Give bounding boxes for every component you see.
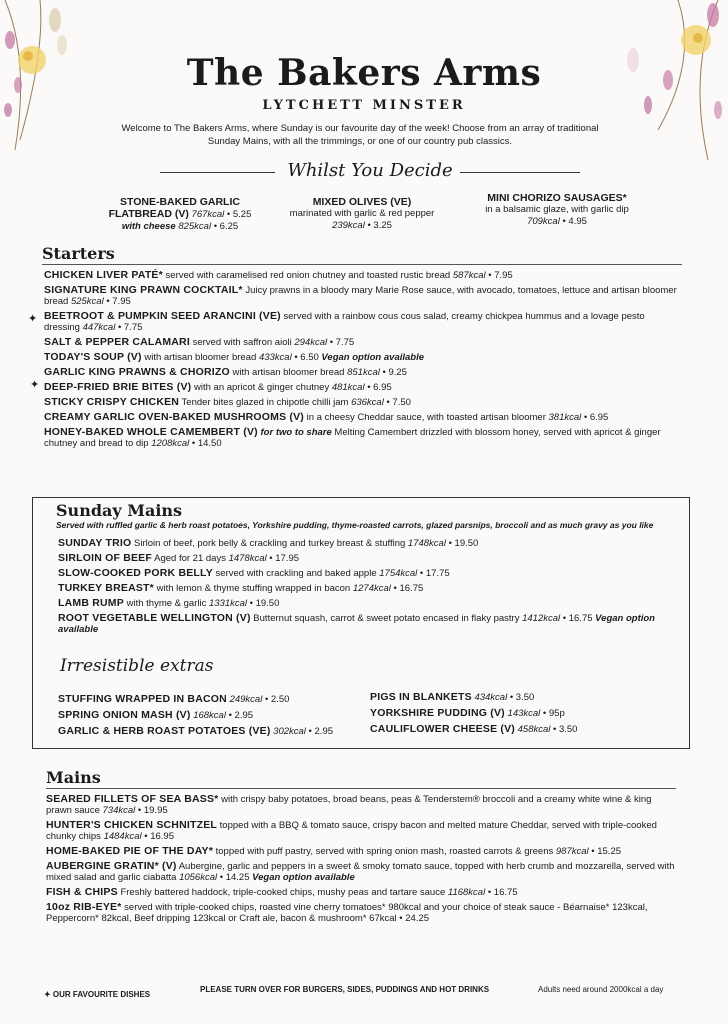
item-kcal: 734kcal bbox=[102, 805, 136, 816]
menu-item bbox=[44, 270, 680, 281]
item-name: GARLIC & HERB ROAST POTATOES (VE) bbox=[58, 725, 271, 737]
menu-item bbox=[46, 794, 676, 816]
item-kcal: 168kcal bbox=[193, 710, 226, 721]
extra-item bbox=[370, 708, 680, 719]
divider bbox=[42, 264, 682, 265]
menu-item bbox=[46, 887, 676, 898]
menu-item bbox=[44, 285, 680, 307]
item-kcal: 1748kcal bbox=[407, 538, 446, 549]
item-name: CREAMY GARLIC OVEN-BAKED MUSHROOMS (V) bbox=[44, 411, 304, 423]
vegan-note: Vegan option available bbox=[252, 872, 355, 883]
item-desc: Tender bites glazed in chipotle chilli jam bbox=[179, 397, 352, 408]
item-name: LAMB RUMP bbox=[58, 597, 124, 609]
item-name: HONEY-BAKED WHOLE CAMEMBERT (V) bbox=[44, 426, 258, 438]
whilst-item bbox=[462, 192, 652, 228]
item-price: • 7.95 bbox=[103, 296, 131, 307]
item-price: • 4.95 bbox=[559, 216, 587, 227]
item-price: • 16.75 bbox=[560, 613, 596, 624]
menu-item bbox=[58, 598, 678, 609]
item-kcal: 434kcal bbox=[474, 692, 508, 703]
item-desc: Aged for 21 days bbox=[152, 553, 229, 564]
menu-item bbox=[44, 311, 680, 333]
item-name: HOME-BAKED PIE OF THE DAY* bbox=[46, 845, 213, 857]
item-name: STUFFING WRAPPED IN BACON bbox=[58, 693, 227, 705]
item-desc: with thyme & garlic bbox=[123, 598, 209, 609]
item-kcal: 1331kcal bbox=[208, 598, 247, 609]
item-price: • 7.75 bbox=[327, 337, 355, 348]
item-price: • 2.50 bbox=[262, 694, 290, 705]
item-price: • 19.95 bbox=[135, 805, 168, 816]
item-variant: with cheese bbox=[121, 221, 176, 232]
item-kcal: 1478kcal bbox=[228, 553, 267, 564]
item-name: CAULIFLOWER CHEESE (V) bbox=[370, 723, 515, 735]
extras-title: Irresistible extras bbox=[60, 656, 214, 676]
item-desc: with lemon & thyme stuffing wrapped in bacon bbox=[153, 583, 353, 594]
whilst-you-decide-title: Whilst You Decide bbox=[287, 160, 453, 181]
item-kcal: 587kcal bbox=[452, 270, 486, 281]
location-subtitle: LYTCHETT MINSTER bbox=[262, 98, 466, 113]
item-kcal: 1208kcal bbox=[151, 438, 190, 449]
menu-item bbox=[44, 412, 680, 423]
menu-item bbox=[46, 846, 676, 857]
item-name: GARLIC KING PRAWNS & CHORIZO bbox=[44, 366, 230, 378]
item-desc: marinated with garlic & red pepper bbox=[289, 208, 435, 219]
item-kcal: 302kcal bbox=[273, 726, 306, 737]
item-desc: with artisan bloomer bread bbox=[229, 367, 348, 378]
item-desc: served with a rainbow cous cous salad, creamy chickpea hummus and a lovage pesto dressing bbox=[44, 311, 645, 333]
item-price: • 16.75 bbox=[485, 887, 518, 898]
item-kcal: 458kcal bbox=[517, 724, 551, 735]
sunday-mains-heading: Sunday Mains bbox=[56, 501, 183, 520]
item-kcal: 825kcal bbox=[178, 221, 212, 232]
item-name: HUNTER'S CHICKEN SCHNITZEL bbox=[46, 819, 218, 831]
item-kcal: 481kcal bbox=[331, 382, 365, 393]
item-name: YORKSHIRE PUDDING (V) bbox=[370, 707, 505, 719]
item-desc: with crispy baby potatoes, broad beans, peas & Tenderstem® broccoli and a creamy white wine & king prawn sauce bbox=[46, 794, 652, 816]
sunday-mains-subtitle: Served with ruffled garlic & herb roast potatoes, Yorkshire pudding, thyme-roasted carrots, glazed parsnips, broccoli and as much gravy as you like bbox=[56, 520, 654, 530]
item-desc: served with triple-cooked chips, roasted vine cherry tomatoes* 980kcal and your choice of steak sauce - Béarnaise* 123kcal, Peppercorn* 82kcal, Beef dripping 123kcal or Craft ale, bacon & mushroom* 67kcal bbox=[46, 902, 648, 924]
restaurant-title: The Bakers Arms bbox=[186, 52, 542, 94]
item-desc: Freshly battered haddock, triple-cooked chips, mushy peas and tartare sauce bbox=[117, 887, 448, 898]
item-kcal: 851kcal bbox=[347, 367, 380, 378]
item-desc: Aubergine, garlic and peppers in a sweet & smoky tomato sauce, topped with herb crumb and mozzarella, served with mixed salad and garlic ciabatta bbox=[46, 861, 675, 883]
item-price: • 7.50 bbox=[383, 397, 411, 408]
item-desc: with artisan bloomer bread bbox=[141, 352, 259, 363]
menu-item bbox=[44, 367, 680, 378]
menu-item bbox=[44, 397, 680, 408]
item-name: MINI CHORIZO SAUSAGES* bbox=[487, 192, 627, 204]
item-desc: in a balsamic glaze, with garlic dip bbox=[485, 204, 629, 215]
item-desc: served with caramelised red onion chutney and toasted rustic bread bbox=[162, 270, 453, 281]
item-desc: in a cheesy Cheddar sauce, with toasted artisan bloomer bbox=[304, 412, 549, 423]
item-price: • 6.50 bbox=[291, 352, 322, 363]
extras-left-list bbox=[58, 694, 368, 742]
item-desc: topped with puff pastry, served with spring onion mash, roasted carrots & greens bbox=[213, 846, 556, 857]
item-kcal: 1412kcal bbox=[522, 613, 561, 624]
item-name: FLATBREAD (V) bbox=[108, 208, 189, 220]
item-kcal: 767kcal bbox=[191, 209, 225, 220]
item-name: STONE-BAKED GARLIC bbox=[120, 196, 240, 208]
sunday-mains-list bbox=[58, 538, 678, 639]
item-price: • 3.50 bbox=[550, 724, 578, 735]
item-desc: served with saffron aioli bbox=[189, 337, 295, 348]
item-desc: Butternut squash, carrot & sweet potato encased in flaky pastry bbox=[250, 613, 523, 624]
whilst-item bbox=[272, 196, 452, 232]
item-name: FISH & CHIPS bbox=[46, 886, 118, 898]
divider bbox=[460, 172, 580, 173]
favourite-star-icon: ✦ bbox=[30, 379, 40, 391]
extras-right-list bbox=[370, 692, 680, 740]
item-name: SLOW-COOKED PORK BELLY bbox=[58, 567, 213, 579]
item-price: • 95p bbox=[540, 708, 565, 719]
item-name: BEETROOT & PUMPKIN SEED ARANCINI (VE) bbox=[44, 310, 281, 322]
item-kcal: 1274kcal bbox=[352, 583, 391, 594]
item-desc: Juicy prawns in a bloody mary Marie Rose sauce, with avocado, tomatoes, lettuce and artisan bloomer bread bbox=[44, 285, 677, 307]
item-kcal: 447kcal bbox=[82, 322, 116, 333]
item-desc: Sirloin of beef, pork belly & crackling and turkey breast & stuffing bbox=[131, 538, 408, 549]
item-kcal: 1484kcal bbox=[103, 831, 142, 842]
item-price: • 3.25 bbox=[364, 220, 392, 231]
favourite-star-icon: ✦ bbox=[28, 313, 38, 325]
item-kcal: 525kcal bbox=[70, 296, 104, 307]
item-name: SIGNATURE KING PRAWN COCKTAIL* bbox=[44, 284, 243, 296]
welcome-text: Welcome to The Bakers Arms, where Sunday is our favourite day of the week! Choose from an array of traditional Sunday Mains, with all the trimmings, or one of our country pub classics. bbox=[121, 123, 599, 147]
extra-item bbox=[58, 710, 368, 721]
item-price: • 7.75 bbox=[115, 322, 143, 333]
item-name: STICKY CRISPY CHICKEN bbox=[44, 396, 180, 408]
item-price: • 19.50 bbox=[445, 538, 479, 549]
starters-heading: Starters bbox=[42, 244, 115, 263]
menu-item bbox=[44, 352, 680, 363]
item-name: CHICKEN LIVER PATÉ* bbox=[44, 269, 163, 281]
item-price: • 6.95 bbox=[581, 412, 609, 423]
item-kcal: 1754kcal bbox=[379, 568, 418, 579]
item-name: SUNDAY TRIO bbox=[58, 537, 132, 549]
item-desc: Melting Camembert drizzled with blossom honey, served with apricot & ginger chutney and bread to dip bbox=[44, 427, 661, 449]
turn-over-note: PLEASE TURN OVER FOR BURGERS, SIDES, PUDDINGS AND HOT DRINKS bbox=[200, 985, 490, 994]
extra-item bbox=[370, 724, 680, 735]
item-price: • 16.75 bbox=[390, 583, 424, 594]
whilst-you-decide-header bbox=[160, 160, 580, 184]
menu-item bbox=[46, 820, 676, 842]
item-name: TURKEY BREAST* bbox=[58, 582, 154, 594]
item-desc: with an apricot & ginger chutney bbox=[191, 382, 332, 393]
item-kcal: 239kcal bbox=[332, 220, 365, 231]
whilst-item bbox=[85, 196, 275, 233]
item-kcal: 294kcal bbox=[294, 337, 328, 348]
item-name: PIGS IN BLANKETS bbox=[370, 691, 472, 703]
item-price: • 5.25 bbox=[224, 209, 252, 220]
item-price: • 9.25 bbox=[379, 367, 407, 378]
extra-item bbox=[370, 692, 680, 703]
menu-item bbox=[44, 337, 680, 348]
extra-item bbox=[58, 694, 368, 705]
item-kcal: 381kcal bbox=[548, 412, 582, 423]
item-price: • 6.95 bbox=[364, 382, 392, 393]
item-price: • 24.25 bbox=[396, 913, 430, 924]
menu-item bbox=[58, 568, 678, 579]
adults-kcal-note: Adults need around 2000kcal a day bbox=[538, 985, 664, 994]
menu-item bbox=[58, 583, 678, 594]
item-name: ROOT VEGETABLE WELLINGTON (V) bbox=[58, 612, 251, 624]
item-name: AUBERGINE GRATIN* (V) bbox=[46, 860, 177, 872]
item-price: • 7.95 bbox=[485, 270, 513, 281]
item-name: DEEP-FRIED BRIE BITES (V) bbox=[44, 381, 192, 393]
item-price: • 17.95 bbox=[266, 553, 300, 564]
item-desc: topped with a BBQ & tomato sauce, crispy bacon and melted mature Cheddar, served with triple-cooked chunky chips bbox=[46, 820, 657, 842]
menu-item bbox=[46, 902, 676, 924]
vegan-note: Vegan option available bbox=[58, 613, 655, 635]
item-kcal: 1168kcal bbox=[447, 887, 486, 898]
menu-item bbox=[46, 861, 676, 883]
item-name: SEARED FILLETS OF SEA BASS* bbox=[46, 793, 219, 805]
item-price: • 19.50 bbox=[247, 598, 280, 609]
menu-item bbox=[44, 382, 680, 393]
item-price: • 17.75 bbox=[417, 568, 450, 579]
item-desc: served with crackling and baked apple bbox=[212, 568, 380, 579]
extra-item bbox=[58, 726, 368, 737]
starters-list bbox=[44, 270, 680, 453]
share-note: for two to share bbox=[257, 427, 332, 438]
item-price: • 15.25 bbox=[588, 846, 622, 857]
item-name: SALT & PEPPER CALAMARI bbox=[44, 336, 190, 348]
item-kcal: 709kcal bbox=[527, 216, 560, 227]
item-name: SPRING ONION MASH (V) bbox=[58, 709, 191, 721]
item-kcal: 249kcal bbox=[229, 694, 263, 705]
item-kcal: 433kcal bbox=[258, 352, 292, 363]
item-kcal: 143kcal bbox=[507, 708, 541, 719]
item-price: • 16.95 bbox=[141, 831, 174, 842]
vegan-note: Vegan option available bbox=[321, 352, 425, 363]
favourite-dishes-note: ✦ OUR FAVOURITE DISHES bbox=[44, 990, 151, 999]
item-price: • 6.25 bbox=[211, 221, 239, 232]
item-kcal: 636kcal bbox=[351, 397, 384, 408]
menu-item bbox=[58, 553, 678, 564]
menu-item bbox=[58, 538, 678, 549]
menu-item bbox=[44, 427, 680, 449]
item-price: • 14.25 bbox=[217, 872, 253, 883]
item-price: • 2.95 bbox=[225, 710, 254, 721]
mains-list bbox=[46, 794, 676, 928]
item-name: MIXED OLIVES (VE) bbox=[312, 196, 412, 208]
item-name: 10oz RIB-EYE* bbox=[46, 901, 122, 913]
item-name: TODAY'S SOUP (V) bbox=[44, 351, 142, 363]
divider bbox=[46, 788, 676, 789]
item-price: • 14.50 bbox=[189, 438, 222, 449]
mains-heading: Mains bbox=[46, 768, 101, 787]
item-name: SIRLOIN OF BEEF bbox=[58, 552, 153, 564]
menu-item bbox=[58, 613, 678, 635]
item-kcal: 1056kcal bbox=[179, 872, 218, 883]
item-kcal: 987kcal bbox=[555, 846, 589, 857]
item-price: • 3.50 bbox=[507, 692, 535, 703]
item-price: • 2.95 bbox=[305, 726, 334, 737]
